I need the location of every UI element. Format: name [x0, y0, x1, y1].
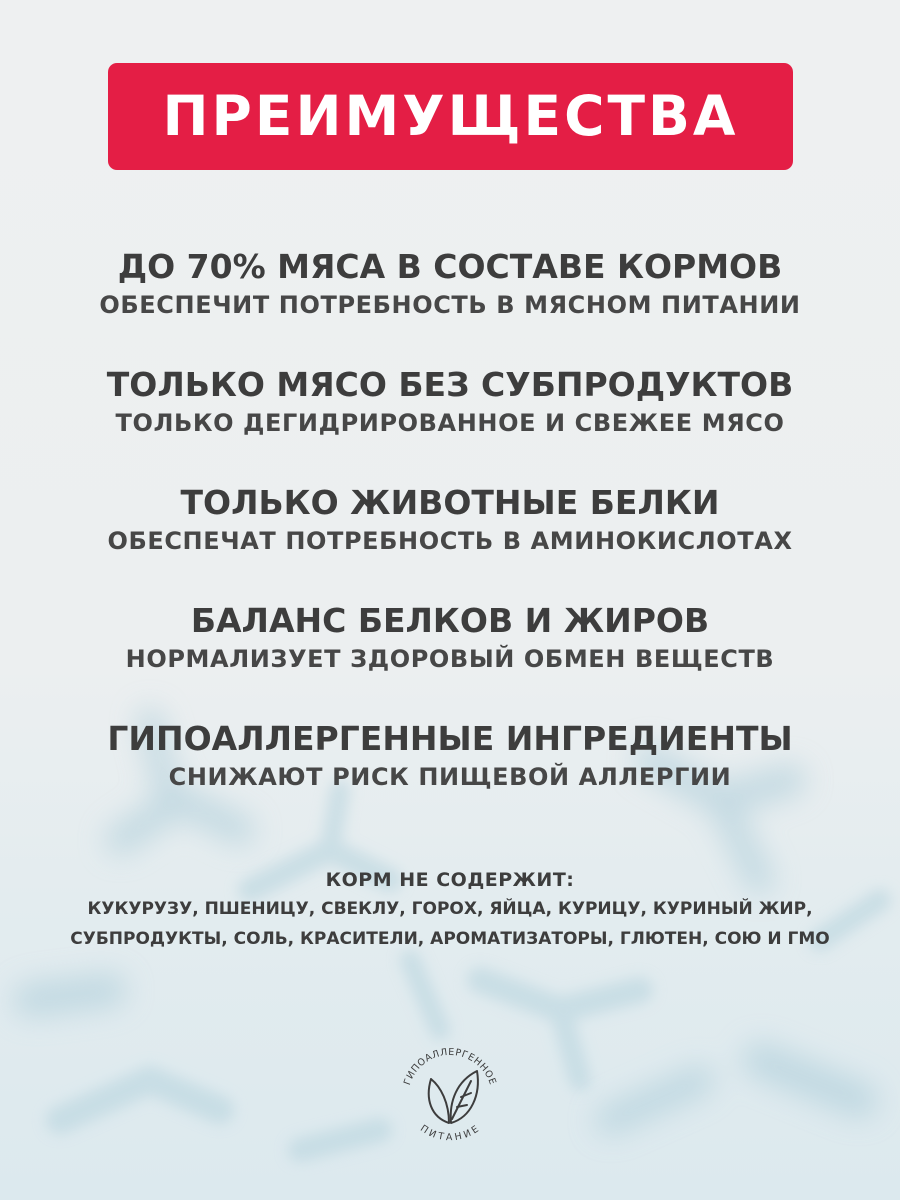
page-title: ПРЕИМУЩЕСТВА [162, 84, 739, 148]
excludes-line: КУКУРУЗУ, ПШЕНИЦУ, СВЕКЛУ, ГОРОХ, ЯЙЦА, КУРИЦУ, КУРИНЫЙ ЖИР, [87, 899, 813, 919]
benefit-title: ДО 70% МЯСА В СОСТАВЕ КОРМОВ [117, 247, 783, 286]
leaf-icon [429, 1071, 478, 1123]
benefit-title: ГИПОАЛЛЕРГЕННЫЕ ИНГРЕДИЕНТЫ [107, 719, 793, 758]
benefit-subtitle: ОБЕСПЕЧИТ ПОТРЕБНОСТЬ В МЯСНОМ ПИТАНИИ [99, 291, 801, 319]
benefit-title: ТОЛЬКО МЯСО БЕЗ СУБПРОДУКТОВ [106, 365, 794, 404]
benefit-subtitle: СНИЖАЮТ РИСК ПИЩЕВОЙ АЛЛЕРГИИ [168, 763, 732, 791]
benefit-subtitle: НОРМАЛИЗУЕТ ЗДОРОВЫЙ ОБМЕН ВЕЩЕСТВ [125, 645, 775, 673]
benefit-title: ТОЛЬКО ЖИВОТНЫЕ БЕЛКИ [180, 483, 720, 522]
benefit-item [0, 245, 900, 363]
svg-text:ГИПОАЛЛЕРГЕННОЕ [402, 1047, 498, 1087]
benefit-item [0, 363, 900, 481]
hypoallergenic-badge [385, 1027, 515, 1157]
badge-top-text: ГИПОАЛЛЕРГЕННОЕ [401, 1046, 499, 1087]
benefit-item [0, 717, 900, 835]
benefit-subtitle: ОБЕСПЕЧАТ ПОТРЕБНОСТЬ В АМИНОКИСЛОТАХ [107, 527, 793, 555]
badge-bottom-text: ПИТАНИЕ [418, 1123, 483, 1144]
excludes-title: КОРМ НЕ СОДЕРЖИТ: [325, 869, 575, 891]
svg-text:ПИТАНИЕ [418, 1123, 482, 1143]
excludes-section [0, 866, 900, 954]
benefit-item [0, 481, 900, 599]
benefit-subtitle: ТОЛЬКО ДЕГИДРИРОВАННОЕ И СВЕЖЕЕ МЯСО [115, 409, 785, 437]
benefits-list [0, 245, 900, 835]
benefit-title: БАЛАНС БЕЛКОВ И ЖИРОВ [190, 601, 710, 640]
excludes-line: СУБПРОДУКТЫ, СОЛЬ, КРАСИТЕЛИ, АРОМАТИЗАТОРЫ, ГЛЮТЕН, СОЮ И ГМО [70, 929, 830, 949]
header-banner [108, 63, 793, 170]
benefit-item [0, 599, 900, 717]
